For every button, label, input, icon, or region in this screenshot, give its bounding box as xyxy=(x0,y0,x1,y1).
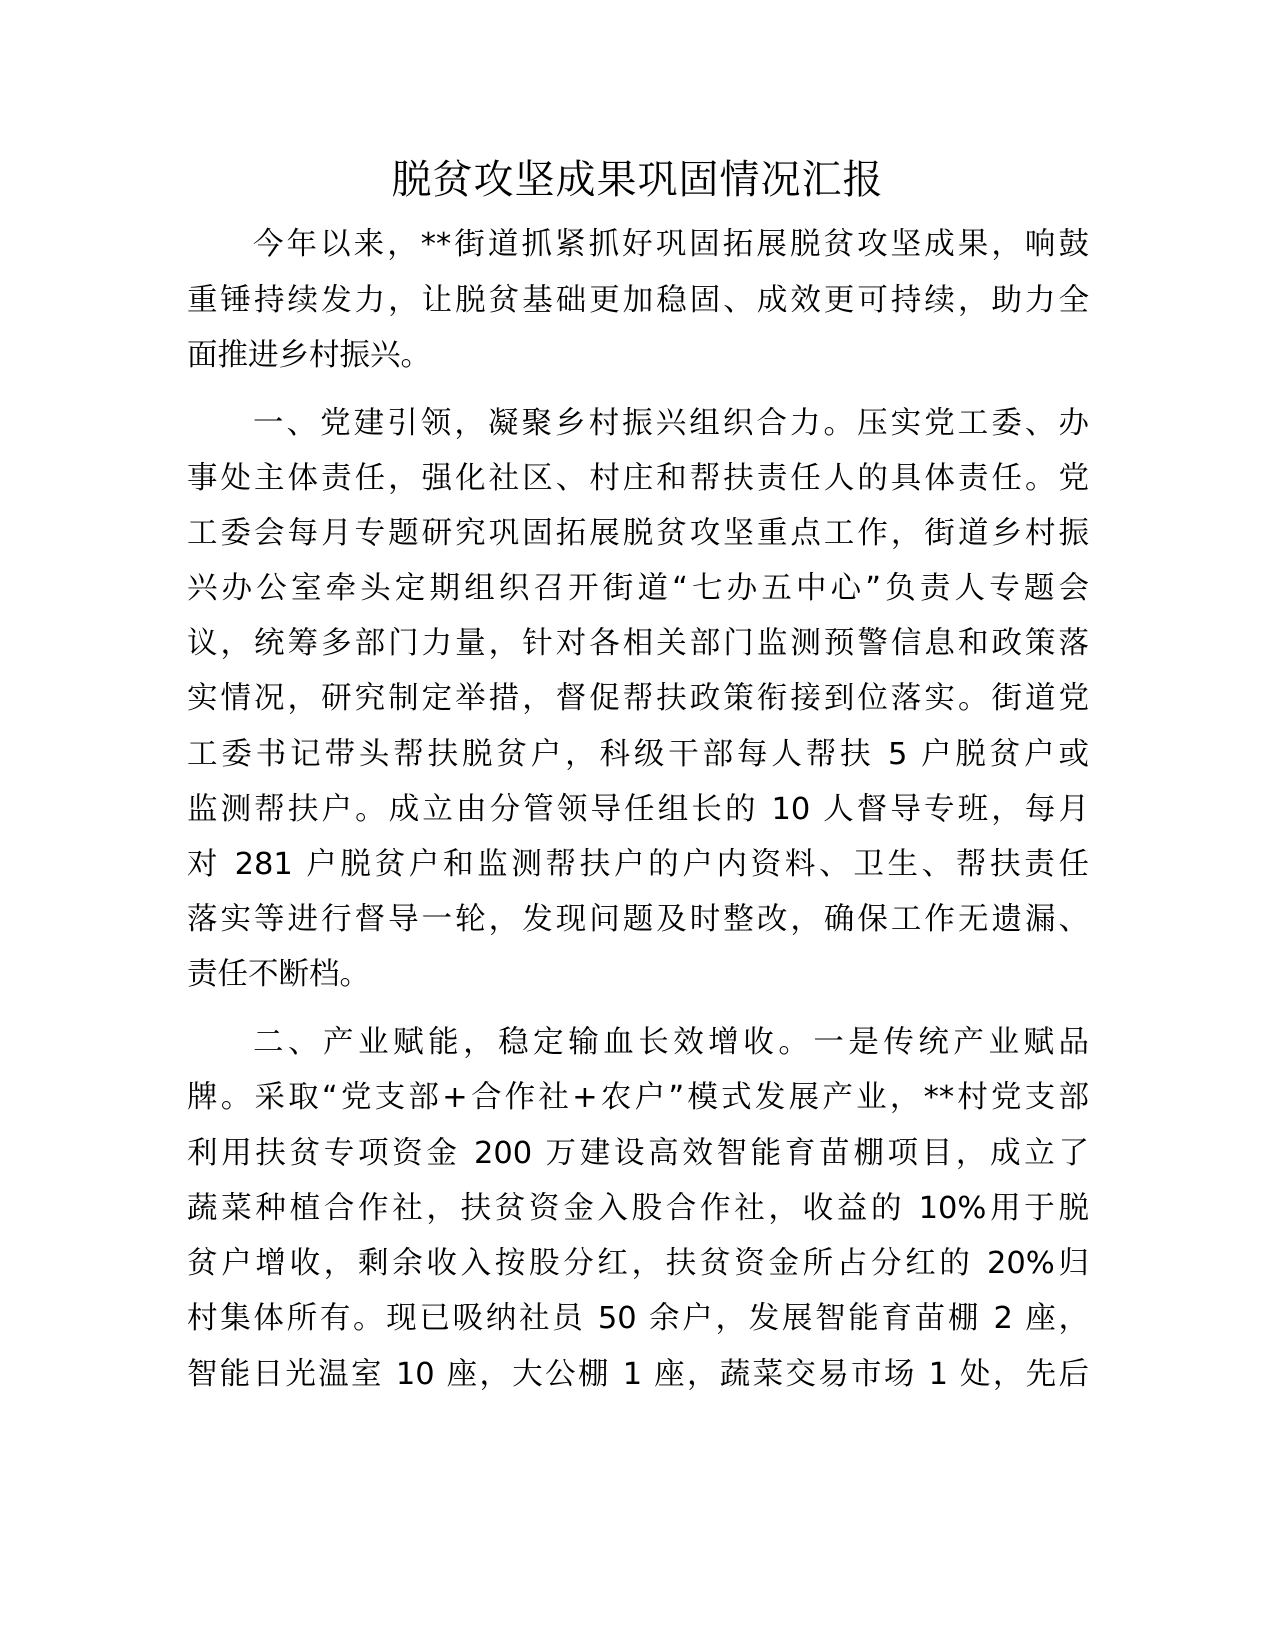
paragraph-3-line-6: 村集体所有。现已吸纳社员 50 余户，发展智能育苗棚 2 座， xyxy=(187,1301,1089,1336)
paragraph-2-line-2: 事处主体责任，强化社区、村庄和帮扶责任人的具体责任。党 xyxy=(187,461,1089,496)
paragraph-2-line-11: 责任不断档。 xyxy=(187,957,370,992)
paragraph-2-line-9: 对 281 户脱贫户和监测帮扶户的户内资料、卫生、帮扶责任 xyxy=(187,847,1089,882)
paragraph-2-line-6: 实情况，研究制定举措，督促帮扶政策衔接到位落实。街道党 xyxy=(187,681,1089,716)
paragraph-3-line-2: 牌。采取“党支部+合作社+农户”模式发展产业，**村党支部 xyxy=(187,1080,1089,1115)
document-title: 脱贫攻坚成果巩固情况汇报 xyxy=(391,157,884,203)
paragraph-3-line-7: 智能日光温室 10 座，大公棚 1 座，蔬菜交易市场 1 处，先后 xyxy=(187,1357,1089,1392)
paragraph-2-line-5: 议，统筹多部门力量，针对各相关部门监测预警信息和政策落 xyxy=(187,626,1089,661)
paragraph-3-line-3: 利用扶贫专项资金 200 万建设高效智能育苗棚项目，成立了 xyxy=(187,1136,1089,1171)
paragraph-2-line-10: 落实等进行督导一轮，发现问题及时整改，确保工作无遗漏、 xyxy=(187,902,1089,937)
paragraph-2-line-3: 工委会每月专题研究巩固拓展脱贫攻坚重点工作，街道乡村振 xyxy=(187,516,1089,551)
paragraph-2-line-8: 监测帮扶户。成立由分管领导任组长的 10 人督导专班，每月 xyxy=(187,792,1089,827)
paragraph-3-line-4: 蔬菜种植合作社，扶贫资金入股合作社，收益的 10%用于脱 xyxy=(187,1191,1089,1226)
paragraph-2-line-4: 兴办公室牵头定期组织召开街道“七办五中心”负责人专题会 xyxy=(187,571,1089,606)
paragraph-3-line-5: 贫户增收，剩余收入按股分红，扶贫资金所占分红的 20%归 xyxy=(187,1246,1089,1281)
paragraph-1-line-1: 今年以来，**街道抓紧抓好巩固拓展脱贫攻坚成果，响鼓 xyxy=(253,227,1089,262)
paragraph-2-line-1: 一、党建引领，凝聚乡村振兴组织合力。压实党工委、办 xyxy=(253,406,1089,441)
paragraph-1-line-2: 重锤持续发力，让脱贫基础更加稳固、成效更可持续，助力全 xyxy=(187,283,1089,318)
paragraph-2-line-7: 工委书记带头帮扶脱贫户，科级干部每人帮扶 5 户脱贫户或 xyxy=(187,737,1089,772)
paragraph-1-line-3: 面推进乡村振兴。 xyxy=(187,338,431,373)
paragraph-3-line-1: 二、产业赋能，稳定输血长效增收。一是传统产业赋品 xyxy=(253,1025,1089,1060)
